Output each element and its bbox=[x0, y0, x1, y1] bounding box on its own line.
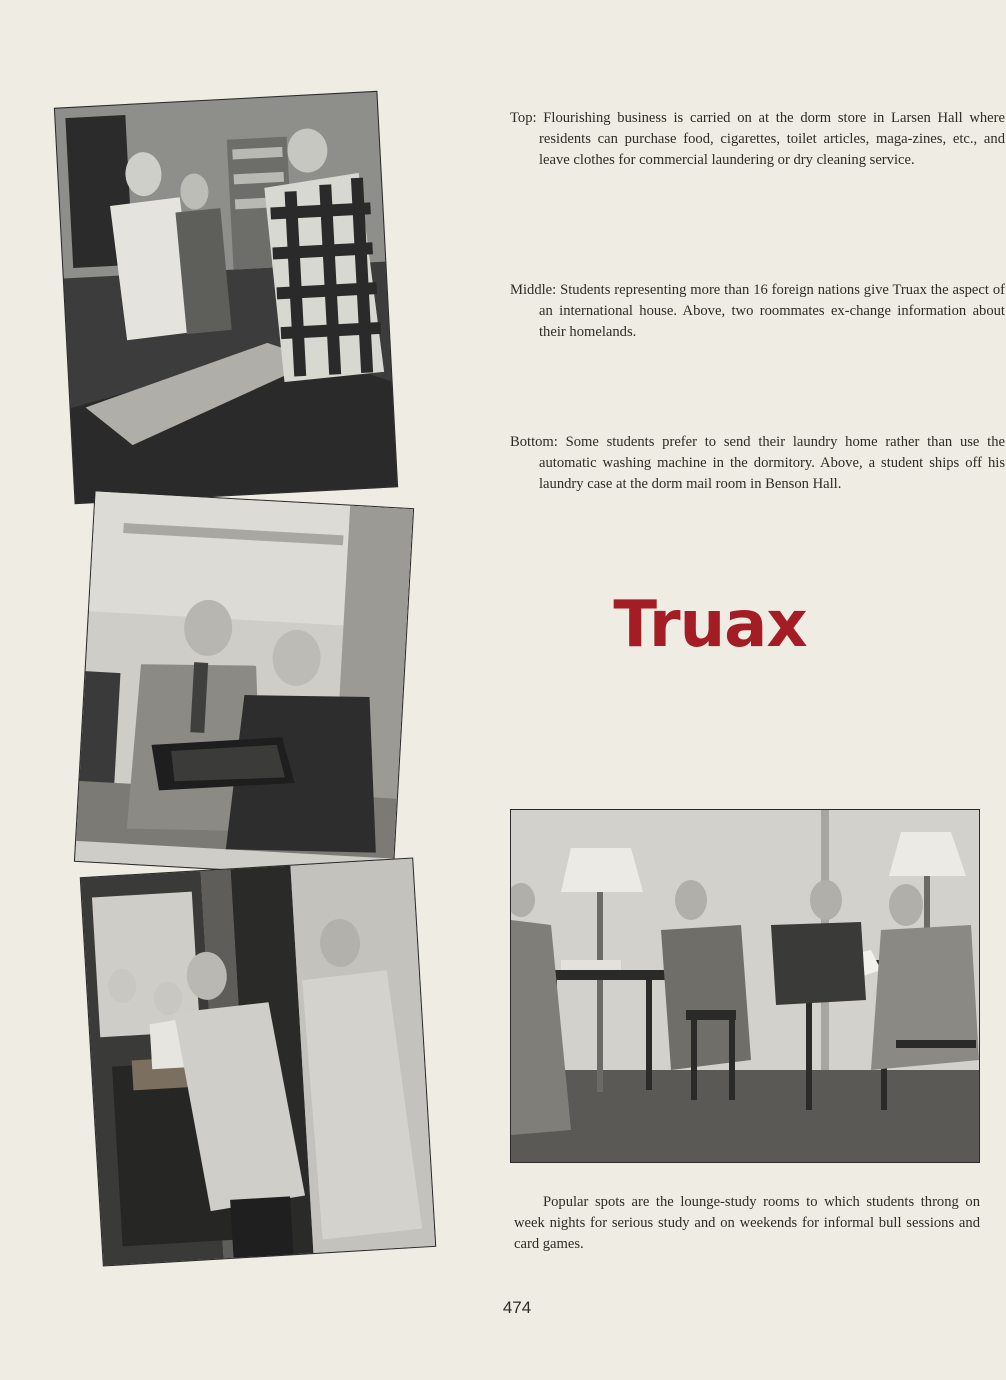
caption-top: Top: Flourishing business is carried on at the dorm store in Larsen Hall where residents can purchase food, cigarettes, toilet articles, maga-zines, etc., and leave clothes for commercial laundering or dry cleaning service. bbox=[510, 110, 1005, 168]
photo-dorm-store bbox=[55, 92, 397, 503]
page-number: 474 bbox=[502, 1298, 532, 1317]
caption-lounge: Popular spots are the lounge-study rooms to which students throng on week nights for serious study and on weekends for informal bull sessions and card games. bbox=[514, 1194, 980, 1252]
photo-lounge-study-room bbox=[511, 810, 979, 1162]
caption-bottom: Bottom: Some students prefer to send their laundry home rather than use the automatic washing machine in the dormitory. Above, a student ships off his laundry case at the dorm mail room in Benson Hall. bbox=[510, 434, 1005, 492]
photo-mail-room bbox=[81, 858, 435, 1265]
page-title: Truax bbox=[613, 588, 807, 662]
photo-roommates bbox=[75, 491, 413, 878]
caption-middle: Middle: Students representing more than 16 foreign nations give Truax the aspect of an international house. Above, two roommates ex-change information about their homelands. bbox=[510, 282, 1005, 340]
